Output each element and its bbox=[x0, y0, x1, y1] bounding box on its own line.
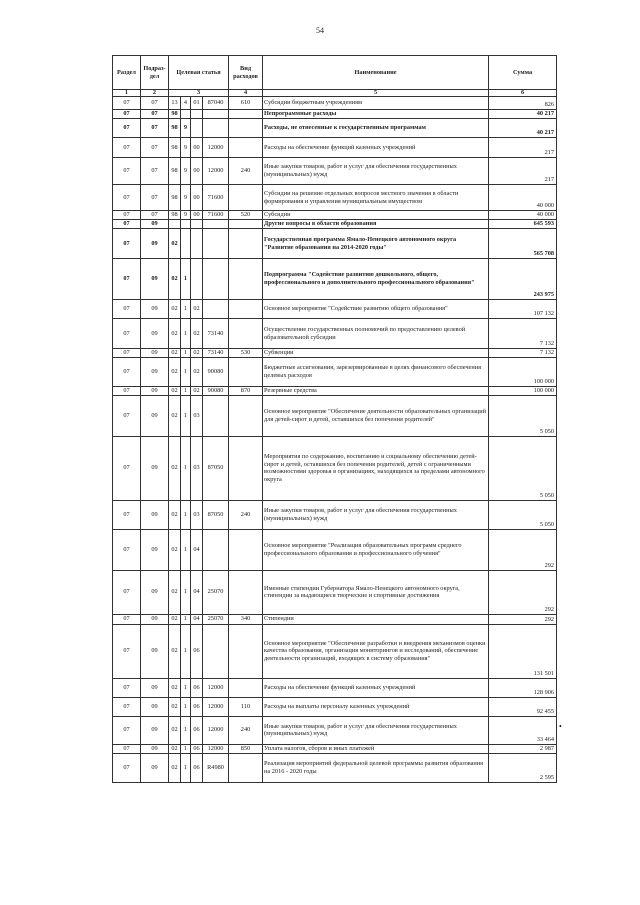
subsection-code-cell: 09 bbox=[141, 753, 169, 782]
program-code-cell: 02 bbox=[169, 624, 181, 678]
table-row bbox=[113, 614, 557, 624]
table-row bbox=[113, 529, 557, 570]
section-code-cell: 07 bbox=[113, 395, 141, 436]
direction-code-cell: 87040 bbox=[203, 97, 229, 110]
program-code-cell: 98 bbox=[169, 138, 181, 158]
page-number: 54 bbox=[316, 26, 324, 35]
amount-cell: 292 bbox=[489, 570, 557, 614]
subprogram-code-cell: 9 bbox=[181, 185, 191, 211]
program-code-cell: 02 bbox=[169, 395, 181, 436]
name-cell: Другие вопросы в области образования bbox=[263, 220, 489, 229]
header-name: Наименование bbox=[263, 56, 489, 90]
amount-cell: 107 132 bbox=[489, 300, 557, 319]
subprogram-code-cell: 1 bbox=[181, 744, 191, 753]
subprogram-code-cell: 4 bbox=[181, 97, 191, 110]
amount-cell: 217 bbox=[489, 158, 557, 185]
name-cell: Резервные средства bbox=[263, 386, 489, 395]
subsection-code-cell: 09 bbox=[141, 259, 169, 300]
program-code-cell: 02 bbox=[169, 678, 181, 697]
column-number: 6 bbox=[489, 90, 557, 97]
subprogram-code-cell: 1 bbox=[181, 357, 191, 386]
name-cell: Субсидии bbox=[263, 211, 489, 220]
main-activity-code-cell: 06 bbox=[191, 744, 203, 753]
table-row bbox=[113, 138, 557, 158]
program-code-cell: 02 bbox=[169, 716, 181, 744]
table-row bbox=[113, 110, 557, 119]
amount-cell: 7 132 bbox=[489, 349, 557, 358]
direction-code-cell: R4980 bbox=[203, 753, 229, 782]
program-code-cell: 02 bbox=[169, 349, 181, 358]
amount-cell: 645 593 bbox=[489, 220, 557, 229]
direction-code-cell: 12000 bbox=[203, 697, 229, 716]
table-row bbox=[113, 158, 557, 185]
name-cell: Мероприятия по содержанию, воспитанию и социальному обеспечению детей-сирот и детей, оставшихся без попечения родителей, детей с ограниченными возможностями здоровья в организациях, находящихся за пределами автономного округа bbox=[263, 436, 489, 500]
subprogram-code-cell: 9 bbox=[181, 211, 191, 220]
program-code-cell: 98 bbox=[169, 211, 181, 220]
name-cell: Непрограммные расходы bbox=[263, 110, 489, 119]
amount-cell: 2 987 bbox=[489, 744, 557, 753]
program-code-cell: 02 bbox=[169, 500, 181, 529]
section-code-cell: 07 bbox=[113, 97, 141, 110]
section-code-cell: 07 bbox=[113, 753, 141, 782]
section-code-cell: 07 bbox=[113, 229, 141, 259]
main-activity-code-cell: 04 bbox=[191, 529, 203, 570]
expense-type-cell bbox=[229, 138, 263, 158]
subprogram-code-cell: 1 bbox=[181, 395, 191, 436]
subprogram-code-cell: 1 bbox=[181, 436, 191, 500]
name-cell: Расходы на выплаты персоналу казенных учреждений bbox=[263, 697, 489, 716]
section-code-cell: 07 bbox=[113, 697, 141, 716]
table-row bbox=[113, 386, 557, 395]
name-cell: Субвенции bbox=[263, 349, 489, 358]
subprogram-code-cell: 1 bbox=[181, 678, 191, 697]
program-code-cell: 02 bbox=[169, 386, 181, 395]
subsection-code-cell: 09 bbox=[141, 300, 169, 319]
section-code-cell: 07 bbox=[113, 220, 141, 229]
expense-type-cell bbox=[229, 300, 263, 319]
subsection-code-cell: 09 bbox=[141, 678, 169, 697]
table-row bbox=[113, 357, 557, 386]
main-activity-code-cell: 03 bbox=[191, 395, 203, 436]
header-podrazdel: Подраз-дел bbox=[141, 56, 169, 90]
direction-code-cell bbox=[203, 110, 229, 119]
subprogram-code-cell: 1 bbox=[181, 697, 191, 716]
main-activity-code-cell: 06 bbox=[191, 753, 203, 782]
table-row bbox=[113, 744, 557, 753]
expense-type-cell: 870 bbox=[229, 386, 263, 395]
direction-code-cell: 87050 bbox=[203, 500, 229, 529]
direction-code-cell: 25070 bbox=[203, 570, 229, 614]
table-row bbox=[113, 300, 557, 319]
program-code-cell: 98 bbox=[169, 185, 181, 211]
amount-cell: 5 050 bbox=[489, 395, 557, 436]
main-activity-code-cell: 03 bbox=[191, 500, 203, 529]
direction-code-cell: 87050 bbox=[203, 436, 229, 500]
expense-type-cell bbox=[229, 220, 263, 229]
section-code-cell: 07 bbox=[113, 614, 141, 624]
table-row bbox=[113, 624, 557, 678]
subprogram-code-cell bbox=[181, 110, 191, 119]
subsection-code-cell: 07 bbox=[141, 211, 169, 220]
subprogram-code-cell: 1 bbox=[181, 349, 191, 358]
header-razdel: Раздел bbox=[113, 56, 141, 90]
program-code-cell: 02 bbox=[169, 229, 181, 259]
expense-type-cell bbox=[229, 570, 263, 614]
table-row bbox=[113, 229, 557, 259]
program-code-cell: 02 bbox=[169, 614, 181, 624]
expense-type-cell: 520 bbox=[229, 211, 263, 220]
column-number: 1 bbox=[113, 90, 141, 97]
main-activity-code-cell: 06 bbox=[191, 678, 203, 697]
amount-cell: 826 bbox=[489, 97, 557, 110]
name-cell: Основное мероприятие "Обеспечение деятельности образовательных организаций для детей-сирот и детей, оставшихся без попечения родителей" bbox=[263, 395, 489, 436]
amount-cell: 40 217 bbox=[489, 110, 557, 119]
table-row bbox=[113, 259, 557, 300]
subsection-code-cell: 09 bbox=[141, 614, 169, 624]
program-code-cell: 02 bbox=[169, 570, 181, 614]
name-cell: Основное мероприятие "Реализация образовательных программ среднего профессионального образования и профессионального обучения" bbox=[263, 529, 489, 570]
expense-type-cell: 530 bbox=[229, 349, 263, 358]
subprogram-code-cell: 1 bbox=[181, 300, 191, 319]
subsection-code-cell: 09 bbox=[141, 357, 169, 386]
column-number: 5 bbox=[263, 90, 489, 97]
subprogram-code-cell: 9 bbox=[181, 158, 191, 185]
program-code-cell: 02 bbox=[169, 436, 181, 500]
name-cell: Осуществление государственных полномочий по предоставлению целевой образовательной субсидии bbox=[263, 319, 489, 349]
name-cell: Расходы на обеспечение функций казенных учреждений bbox=[263, 678, 489, 697]
column-number: 2 bbox=[141, 90, 169, 97]
table-row bbox=[113, 570, 557, 614]
amount-cell: 5 050 bbox=[489, 500, 557, 529]
section-code-cell: 07 bbox=[113, 349, 141, 358]
subsection-code-cell: 09 bbox=[141, 716, 169, 744]
subsection-code-cell: 09 bbox=[141, 229, 169, 259]
subsection-code-cell: 07 bbox=[141, 138, 169, 158]
header-sum: Сумма bbox=[489, 56, 557, 90]
amount-cell: 243 975 bbox=[489, 259, 557, 300]
amount-cell: 2 595 bbox=[489, 753, 557, 782]
name-cell: Расходы на обеспечение функций казенных учреждений bbox=[263, 138, 489, 158]
table-row bbox=[113, 753, 557, 782]
subsection-code-cell: 09 bbox=[141, 500, 169, 529]
expense-type-cell: 850 bbox=[229, 744, 263, 753]
program-code-cell: 02 bbox=[169, 259, 181, 300]
section-code-cell: 07 bbox=[113, 357, 141, 386]
name-cell: Основное мероприятие "Обеспечение разработки и внедрения механизмов оценки качества образования, организация мониторингов и исследований, обеспечение деятельности организаций, входящих в систему образования" bbox=[263, 624, 489, 678]
program-code-cell: 98 bbox=[169, 119, 181, 138]
budget-table bbox=[112, 55, 557, 783]
main-activity-code-cell bbox=[191, 229, 203, 259]
program-code-cell: 13 bbox=[169, 97, 181, 110]
subsection-code-cell: 09 bbox=[141, 386, 169, 395]
main-activity-code-cell: 04 bbox=[191, 614, 203, 624]
main-activity-code-cell bbox=[191, 259, 203, 300]
subprogram-code-cell: 1 bbox=[181, 570, 191, 614]
main-activity-code-cell: 00 bbox=[191, 211, 203, 220]
main-activity-code-cell: 02 bbox=[191, 319, 203, 349]
subprogram-code-cell: 1 bbox=[181, 386, 191, 395]
table-row bbox=[113, 319, 557, 349]
program-code-cell: 02 bbox=[169, 319, 181, 349]
subprogram-code-cell: 9 bbox=[181, 138, 191, 158]
direction-code-cell bbox=[203, 259, 229, 300]
section-code-cell: 07 bbox=[113, 570, 141, 614]
column-number: 4 bbox=[229, 90, 263, 97]
direction-code-cell: 90080 bbox=[203, 357, 229, 386]
amount-cell: 33 464 bbox=[489, 716, 557, 744]
program-code-cell: 02 bbox=[169, 697, 181, 716]
program-code-cell: 02 bbox=[169, 300, 181, 319]
program-code-cell: 02 bbox=[169, 529, 181, 570]
table-row bbox=[113, 500, 557, 529]
amount-cell: 5 050 bbox=[489, 436, 557, 500]
section-code-cell: 07 bbox=[113, 436, 141, 500]
main-activity-code-cell: 06 bbox=[191, 697, 203, 716]
table-row bbox=[113, 716, 557, 744]
main-activity-code-cell: 02 bbox=[191, 300, 203, 319]
program-code-cell bbox=[169, 220, 181, 229]
amount-cell: 40 217 bbox=[489, 119, 557, 138]
name-cell: Именные стипендии Губернатора Ямало-Ненецкого автономного округа, стипендии за выдающиеся творческие и спортивные достижения bbox=[263, 570, 489, 614]
section-code-cell: 07 bbox=[113, 259, 141, 300]
subsection-code-cell: 07 bbox=[141, 110, 169, 119]
subsection-code-cell: 09 bbox=[141, 624, 169, 678]
name-cell: Бюджетные ассигнования, зарезервированные в целях финансового обеспечения целевых расходов bbox=[263, 357, 489, 386]
direction-code-cell bbox=[203, 529, 229, 570]
main-activity-code-cell: 00 bbox=[191, 185, 203, 211]
program-code-cell: 98 bbox=[169, 110, 181, 119]
expense-type-cell bbox=[229, 357, 263, 386]
direction-code-cell: 71600 bbox=[203, 185, 229, 211]
table-row bbox=[113, 349, 557, 358]
direction-code-cell bbox=[203, 624, 229, 678]
direction-code-cell: 73140 bbox=[203, 319, 229, 349]
amount-cell: 92 455 bbox=[489, 697, 557, 716]
expense-type-cell bbox=[229, 229, 263, 259]
amount-cell: 128 906 bbox=[489, 678, 557, 697]
program-code-cell: 98 bbox=[169, 158, 181, 185]
header-target-article: Целевая статья bbox=[169, 56, 229, 90]
subsection-code-cell: 09 bbox=[141, 529, 169, 570]
table-row bbox=[113, 220, 557, 229]
amount-cell: 100 000 bbox=[489, 386, 557, 395]
margin-mark: • bbox=[559, 722, 562, 731]
direction-code-cell: 25070 bbox=[203, 614, 229, 624]
program-code-cell: 02 bbox=[169, 744, 181, 753]
subprogram-code-cell: 1 bbox=[181, 753, 191, 782]
subprogram-code-cell: 9 bbox=[181, 119, 191, 138]
direction-code-cell: 12000 bbox=[203, 138, 229, 158]
amount-cell: 100 000 bbox=[489, 357, 557, 386]
amount-cell: 292 bbox=[489, 529, 557, 570]
direction-code-cell bbox=[203, 300, 229, 319]
section-code-cell: 07 bbox=[113, 300, 141, 319]
direction-code-cell: 73140 bbox=[203, 349, 229, 358]
name-cell: Субсидии на решение отдельных вопросов местного значения в области формирования и управления муниципальным имуществом bbox=[263, 185, 489, 211]
table-row bbox=[113, 436, 557, 500]
expense-type-cell: 340 bbox=[229, 614, 263, 624]
program-code-cell: 02 bbox=[169, 357, 181, 386]
table-row bbox=[113, 697, 557, 716]
main-activity-code-cell: 02 bbox=[191, 349, 203, 358]
expense-type-cell bbox=[229, 119, 263, 138]
section-code-cell: 07 bbox=[113, 211, 141, 220]
direction-code-cell bbox=[203, 229, 229, 259]
amount-cell: 40 000 bbox=[489, 185, 557, 211]
table-row bbox=[113, 211, 557, 220]
subprogram-code-cell bbox=[181, 220, 191, 229]
subprogram-code-cell: 1 bbox=[181, 259, 191, 300]
expense-type-cell: 240 bbox=[229, 158, 263, 185]
section-code-cell: 07 bbox=[113, 678, 141, 697]
subsection-code-cell: 07 bbox=[141, 158, 169, 185]
section-code-cell: 07 bbox=[113, 624, 141, 678]
subprogram-code-cell: 1 bbox=[181, 500, 191, 529]
name-cell: Субсидии бюджетным учреждениям bbox=[263, 97, 489, 110]
subprogram-code-cell: 1 bbox=[181, 529, 191, 570]
section-code-cell: 07 bbox=[113, 185, 141, 211]
name-cell: Стипендии bbox=[263, 614, 489, 624]
expense-type-cell: 240 bbox=[229, 500, 263, 529]
expense-type-cell bbox=[229, 678, 263, 697]
expense-type-cell: 110 bbox=[229, 697, 263, 716]
expense-type-cell: 610 bbox=[229, 97, 263, 110]
direction-code-cell bbox=[203, 220, 229, 229]
direction-code-cell: 12000 bbox=[203, 158, 229, 185]
name-cell: Иные закупки товаров, работ и услуг для обеспечения государственных (муниципальных) нужд bbox=[263, 500, 489, 529]
name-cell: Основное мероприятие "Содействие развитию общего образования" bbox=[263, 300, 489, 319]
section-code-cell: 07 bbox=[113, 500, 141, 529]
table-row bbox=[113, 395, 557, 436]
expense-type-cell bbox=[229, 185, 263, 211]
expense-type-cell bbox=[229, 110, 263, 119]
direction-code-cell: 12000 bbox=[203, 678, 229, 697]
main-activity-code-cell: 03 bbox=[191, 436, 203, 500]
name-cell: Иные закупки товаров, работ и услуг для обеспечения государственных (муниципальных) нужд bbox=[263, 158, 489, 185]
table-row bbox=[113, 119, 557, 138]
main-activity-code-cell: 06 bbox=[191, 716, 203, 744]
direction-code-cell bbox=[203, 395, 229, 436]
subsection-code-cell: 09 bbox=[141, 220, 169, 229]
expense-type-cell bbox=[229, 395, 263, 436]
amount-cell: 40 000 bbox=[489, 211, 557, 220]
section-code-cell: 07 bbox=[113, 119, 141, 138]
name-cell: Реализация мероприятий федеральной целевой программы развития образования на 2016 - 2020 годы bbox=[263, 753, 489, 782]
subsection-code-cell: 07 bbox=[141, 185, 169, 211]
header-expense-type: Вид расходов bbox=[229, 56, 263, 90]
column-number: 3 bbox=[169, 90, 229, 97]
section-code-cell: 07 bbox=[113, 110, 141, 119]
expense-type-cell: 240 bbox=[229, 716, 263, 744]
table-row bbox=[113, 678, 557, 697]
main-activity-code-cell: 00 bbox=[191, 138, 203, 158]
direction-code-cell: 12000 bbox=[203, 716, 229, 744]
section-code-cell: 07 bbox=[113, 158, 141, 185]
subsection-code-cell: 09 bbox=[141, 395, 169, 436]
main-activity-code-cell: 01 bbox=[191, 97, 203, 110]
main-activity-code-cell bbox=[191, 110, 203, 119]
direction-code-cell: 12000 bbox=[203, 744, 229, 753]
main-activity-code-cell bbox=[191, 119, 203, 138]
subprogram-code-cell: 1 bbox=[181, 624, 191, 678]
name-cell: Расходы, не отнесенные к государственным программам bbox=[263, 119, 489, 138]
name-cell: Государственная программа Ямало-Ненецкого автономного округа "Развитие образования на 2014-2020 годы" bbox=[263, 229, 489, 259]
amount-cell: 292 bbox=[489, 614, 557, 624]
section-code-cell: 07 bbox=[113, 138, 141, 158]
name-cell: Уплата налогов, сборов и иных платежей bbox=[263, 744, 489, 753]
expense-type-cell bbox=[229, 624, 263, 678]
name-cell: Подпрограмма "Содействие развитию дошкольного, общего, профессионального и дополнительного профессионального образования" bbox=[263, 259, 489, 300]
main-activity-code-cell: 04 bbox=[191, 570, 203, 614]
subprogram-code-cell: 1 bbox=[181, 319, 191, 349]
main-activity-code-cell: 00 bbox=[191, 158, 203, 185]
subsection-code-cell: 09 bbox=[141, 319, 169, 349]
subsection-code-cell: 09 bbox=[141, 570, 169, 614]
section-code-cell: 07 bbox=[113, 319, 141, 349]
subsection-code-cell: 07 bbox=[141, 119, 169, 138]
amount-cell: 217 bbox=[489, 138, 557, 158]
direction-code-cell bbox=[203, 119, 229, 138]
main-activity-code-cell: 02 bbox=[191, 357, 203, 386]
section-code-cell: 07 bbox=[113, 529, 141, 570]
subsection-code-cell: 09 bbox=[141, 436, 169, 500]
section-code-cell: 07 bbox=[113, 716, 141, 744]
program-code-cell: 02 bbox=[169, 753, 181, 782]
amount-cell: 7 132 bbox=[489, 319, 557, 349]
subprogram-code-cell bbox=[181, 229, 191, 259]
subsection-code-cell: 09 bbox=[141, 697, 169, 716]
section-code-cell: 07 bbox=[113, 386, 141, 395]
subprogram-code-cell: 1 bbox=[181, 716, 191, 744]
table-row bbox=[113, 185, 557, 211]
table-row bbox=[113, 97, 557, 110]
subsection-code-cell: 07 bbox=[141, 97, 169, 110]
main-activity-code-cell: 06 bbox=[191, 624, 203, 678]
main-activity-code-cell bbox=[191, 220, 203, 229]
amount-cell: 565 708 bbox=[489, 229, 557, 259]
section-code-cell: 07 bbox=[113, 744, 141, 753]
direction-code-cell: 90080 bbox=[203, 386, 229, 395]
main-activity-code-cell: 02 bbox=[191, 386, 203, 395]
expense-type-cell bbox=[229, 259, 263, 300]
subsection-code-cell: 09 bbox=[141, 744, 169, 753]
name-cell: Иные закупки товаров, работ и услуг для обеспечения государственных (муниципальных) нужд bbox=[263, 716, 489, 744]
amount-cell: 131 501 bbox=[489, 624, 557, 678]
expense-type-cell bbox=[229, 529, 263, 570]
direction-code-cell: 71600 bbox=[203, 211, 229, 220]
subprogram-code-cell: 1 bbox=[181, 614, 191, 624]
expense-type-cell bbox=[229, 753, 263, 782]
expense-type-cell bbox=[229, 436, 263, 500]
subsection-code-cell: 09 bbox=[141, 349, 169, 358]
expense-type-cell bbox=[229, 319, 263, 349]
